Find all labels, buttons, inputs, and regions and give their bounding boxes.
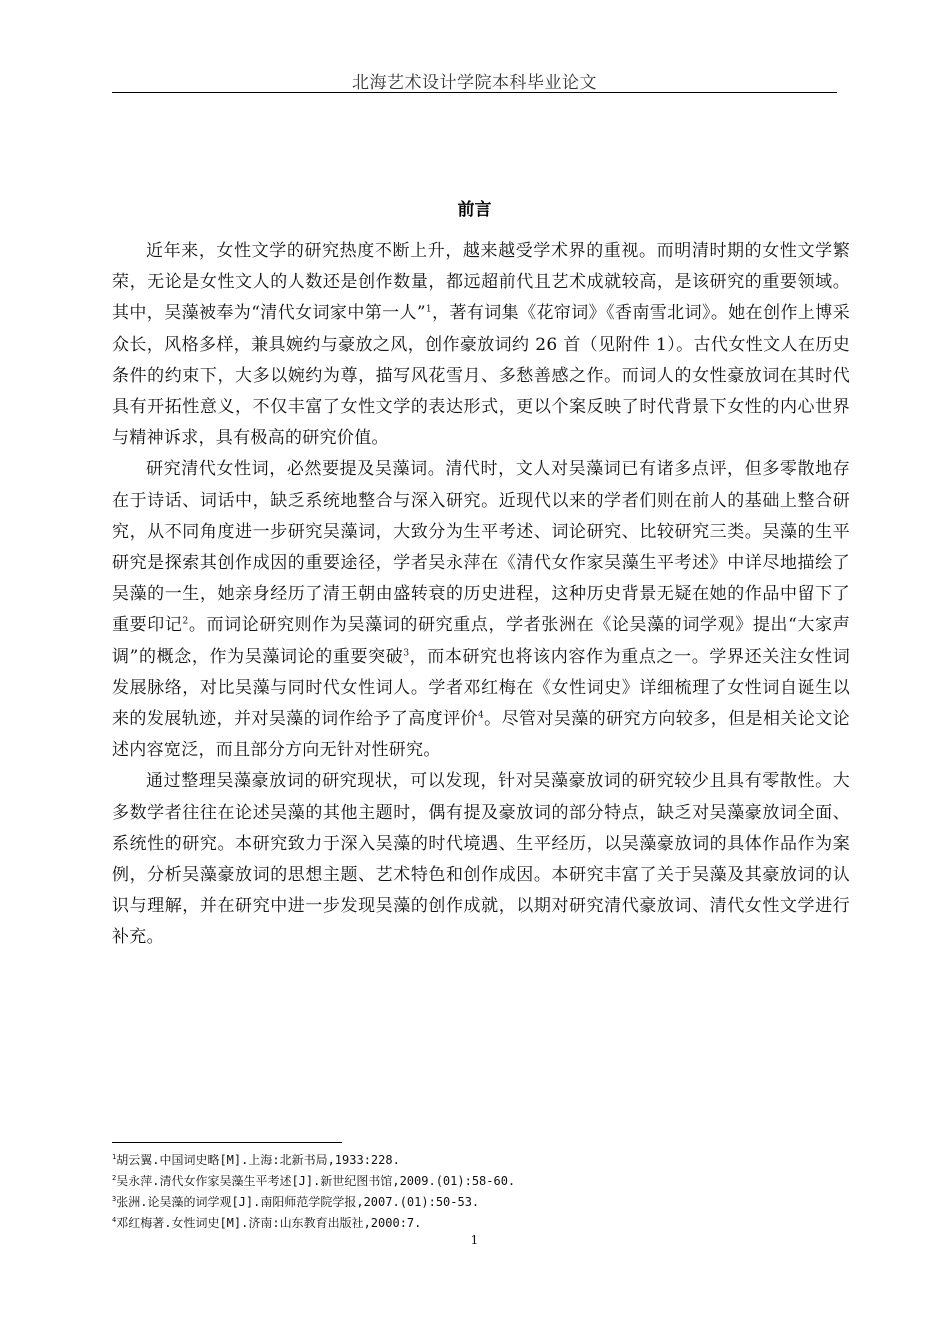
footnote-marker: 1	[112, 1153, 117, 1161]
section-title: 前言	[457, 200, 492, 220]
footnote-item	[112, 1150, 837, 1171]
footnote-item	[112, 1213, 837, 1234]
footnote-ref: 3	[403, 647, 410, 658]
footnote-marker: 3	[112, 1195, 117, 1203]
paragraph-text: 近年来，女性文学的研究热度不断上升，越来越受学术界的重视。而明清时期的女性文学繁荣，无论是女性文人的人数还是创作数量，都远超前代且艺术成就较高，是该研究的重要领域。其中，吴藻被奉为“清代女词家中第一人”	[112, 241, 850, 324]
footnote-marker: 2	[112, 1174, 117, 1182]
footnote-ref: 1	[425, 304, 432, 315]
paragraph-text: 。而词论研究则作为吴藻词的研究重点，学者张洲在《论吴藻的词学观》提出“大家声调”的概念，作为吴藻词论的重要突破	[112, 615, 851, 667]
page-header-title: 北海艺术设计学院本科毕业论文	[352, 73, 597, 93]
footnote-ref: 4	[477, 710, 485, 721]
paragraph	[112, 766, 850, 953]
footnote-text: 吴永萍.清代女作家吴藻生平考述[J].新世纪图书馆,2009.(01):58-60.	[116, 1174, 516, 1188]
footnote-text: 张洲.论吴藻的词学观[J].南阳师范学院学报,2007.(01):50-53.	[116, 1195, 480, 1209]
paragraph-text: 。尽管对吴藻的研究方向较多，但是相关论文论述内容宽泛，而且部分方向无针对性研究。	[112, 709, 850, 761]
footnote-item	[112, 1171, 837, 1192]
footnote-divider	[112, 1142, 342, 1143]
paragraph	[112, 236, 850, 454]
header-divider	[112, 92, 837, 93]
paragraph-text: 研究清代女性词，必然要提及吴藻词。清代时，文人对吴藻词已有诸多点评，但多零散地存在于诗话、词话中，缺乏系统地整合与深入研究。近现代以来的学者们则在前人的基础上整合研究，从不同角度进一步研究吴藻词，大致分为生平考述、词论研究、比较研究三类。吴藻的生平研究是探索其创作成因的重要途径，学者吴永萍在《清代女作家吴藻生平考述》中详尽地描绘了吴藻的一生，她亲身经历了清王朝由盛转衰的历史进程，这种历史背景无疑在她的作品中留下了重要印记	[112, 459, 850, 636]
body-text	[112, 236, 850, 954]
footnote-marker: 4	[112, 1216, 117, 1224]
paragraph-text: 通过整理吴藻豪放词的研究现状，可以发现，针对吴藻豪放词的研究较少且具有零散性。大多数学者往往在论述吴藻的其他主题时，偶有提及豪放词的部分特点，缺乏对吴藻豪放词全面、系统性的研究。本研究致力于深入吴藻的时代境遇、生平经历，以吴藻豪放词的具体作品作为案例，分析吴藻豪放词的思想主题、艺术特色和创作成因。本研究丰富了关于吴藻及其豪放词的认识与理解，并在研究中进一步发现吴藻的创作成就，以期对研究清代豪放词、清代女性文学进行补充。	[112, 771, 850, 948]
paragraph	[112, 454, 850, 766]
paragraph-text: ，著有词集《花帘词》《香南雪北词》。她在创作上博采众长，风格多样，兼具婉约与豪放之风，创作豪放词约 26 首（见附件 1）。古代女性文人在历史条件的约束下，大多以婉约为尊，描写风花雪月、多愁善感之作。而词人的女性豪放词在其时代具有开拓性意义，不仅丰富了女性文学的表达形式，更以个案反映了时代背景下女性的内心世界与精神诉求，具有极高的研究价值。	[112, 303, 850, 449]
footnotes	[112, 1150, 837, 1234]
footnote-item	[112, 1192, 837, 1213]
footnote-text: 邓红梅著.女性词史[M].济南:山东教育出版社,2000:7.	[116, 1216, 422, 1230]
footnote-ref: 2	[182, 616, 189, 627]
page-number: 1	[470, 1233, 479, 1247]
paragraph-text: ，而本研究也将该内容作为重点之一。学界还关注女性词发展脉络，对比吴藻与同时代女性词人。学者邓红梅在《女性词史》详细梳理了女性词自诞生以来的发展轨迹，并对吴藻的词作给予了高度评价	[112, 646, 850, 730]
footnote-text: 胡云翼.中国词史略[M].上海:北新书局,1933:228.	[116, 1153, 400, 1167]
